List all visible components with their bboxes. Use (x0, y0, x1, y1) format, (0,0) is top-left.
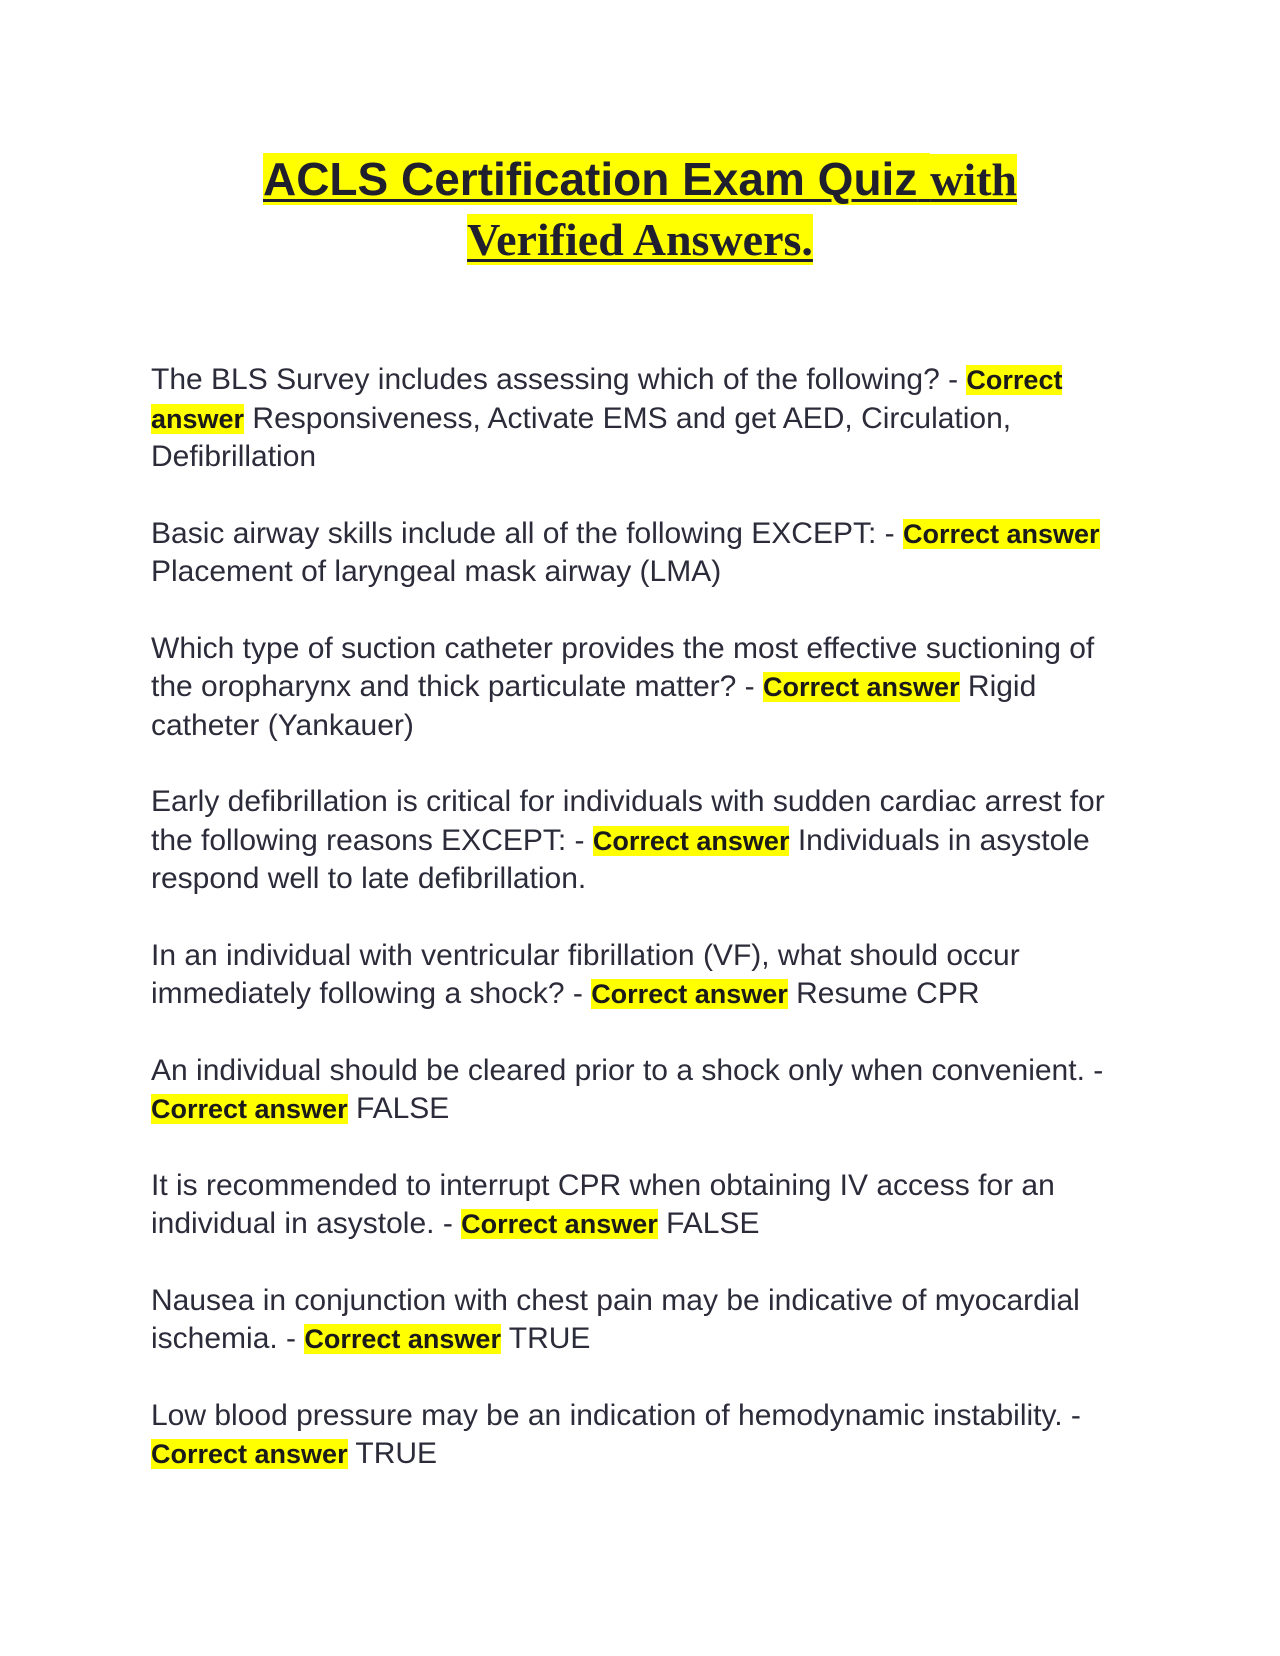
qa-item (151, 783, 1141, 899)
title-line-2 (0, 210, 1280, 270)
title-text-sans (263, 153, 930, 205)
correct-answer-label: Correct answer (151, 1439, 348, 1469)
question-text: Low blood pressure may be an indication of hemodynamic instability. - (151, 1398, 1081, 1432)
qa-item (151, 361, 1141, 477)
question-text: Early defibrillation is critical for individuals with sudden cardiac arrest for the following reasons EXCEPT: - (151, 785, 1105, 857)
correct-answer-label: Correct answer (151, 365, 1063, 434)
correct-answer-label: Correct answer (762, 672, 960, 702)
qa-item (151, 1282, 1141, 1359)
question-text: An individual should be cleared prior to a shock only when convenient. - (151, 1053, 1104, 1087)
qa-item (151, 630, 1141, 746)
answer-text: FALSE (355, 1092, 450, 1125)
answer-text: Individuals in asystole respond well to late defibrillation. (151, 823, 1090, 895)
qa-item (151, 937, 1141, 1014)
page-title (0, 148, 1280, 270)
title-line-1 (0, 148, 1280, 210)
correct-answer-label: Correct answer (902, 518, 1100, 549)
correct-answer-label: Correct answer (304, 1324, 501, 1354)
answer-text: Resume CPR (796, 977, 980, 1010)
answer-text: FALSE (666, 1207, 760, 1240)
question-text: Basic airway skills include all of the following EXCEPT: - (151, 516, 903, 550)
correct-answer-label: Correct answer (461, 1209, 658, 1239)
answer-text: TRUE (355, 1437, 438, 1470)
title-part-line2: Verified Answers. (467, 214, 813, 265)
qa-item (151, 1052, 1141, 1129)
qa-item (151, 1167, 1141, 1244)
question-text: It is recommended to interrupt CPR when obtaining IV access for an individual in asystole. - (151, 1168, 1055, 1240)
title-part-serif: with (930, 154, 1018, 205)
question-text: The BLS Survey includes assessing which of the following? - (151, 363, 967, 396)
qa-list (151, 361, 1141, 1512)
answer-text: Placement of laryngeal mask airway (LMA) (151, 555, 722, 588)
title-part-sans: ACLS Certification Exam Quiz (262, 153, 918, 205)
correct-answer-label: Correct answer (591, 979, 788, 1009)
question-text: Nausea in conjunction with chest pain may be indicative of myocardial ischemia. - (151, 1283, 1080, 1355)
correct-answer-label: Correct answer (151, 1094, 348, 1124)
answer-text: TRUE (508, 1322, 591, 1355)
question-text: In an individual with ventricular fibrillation (VF), what should occur immediately following a shock? - (151, 938, 1020, 1010)
qa-item (151, 515, 1141, 592)
answer-text: Rigid catheter (Yankauer) (151, 670, 1037, 742)
qa-item (151, 1397, 1141, 1474)
question-text: Which type of suction catheter provides the most effective suctioning of the oropharynx and thick particulate matter? - (151, 631, 1095, 703)
answer-text: Responsiveness, Activate EMS and get AED, Circulation, Defibrillation (151, 401, 1012, 473)
correct-answer-label: Correct answer (592, 825, 790, 856)
